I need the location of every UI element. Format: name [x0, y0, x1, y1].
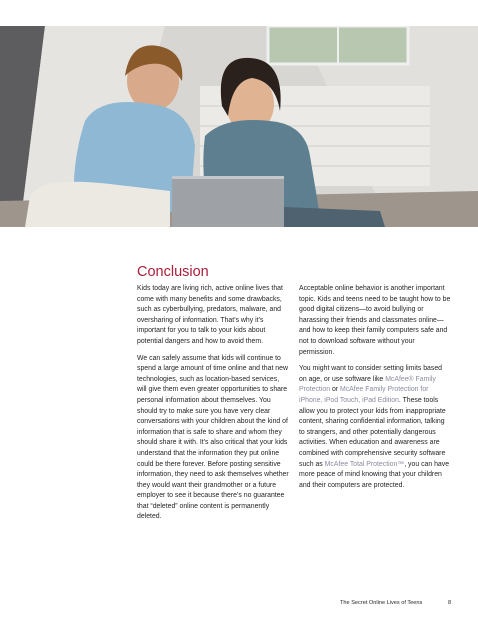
right-column — [299, 284, 451, 497]
two-teens-laptop-illustration — [0, 26, 478, 227]
text-run: . These tools allow you to protect your kids from inappropriate content, sharing confidential information, talking to strangers, and other potentially dangerous activities. When education and awareness are combined with comprehensive security software such as — [299, 396, 446, 468]
footer-doc-title: The Secret Online Lives of Teens — [340, 600, 423, 606]
total-protection-link[interactable]: McAfee Total Protection™ — [324, 460, 405, 468]
section-heading: Conclusion — [137, 264, 209, 280]
hero-photo — [0, 26, 478, 227]
paragraph: Kids today are living rich, active online lives that come with many benefits and some drawbacks, such as cyberbullying, predators, malware, and oversharing of information. That’s why it’s important for you to talk to your kids about potential dangers and how to avoid them. — [137, 285, 283, 345]
text-run: , you can have more peace of mind knowing that your children and their computers are protected. — [299, 460, 450, 489]
left-column — [137, 284, 289, 529]
family-protection-iphone-link[interactable]: McAfee Family Protection for iPhone, iPod Touch, iPad Edition — [299, 386, 429, 404]
text-run: You might want to consider setting limits based on age, or use software like — [299, 365, 442, 383]
paragraph: Acceptable online behavior is another important topic. Kids and teens need to be taught how to be good digital citizens—to avoid bullying or harassing their friends and classmates online—and how to keep their family computers safe and not to download software without your permission. — [299, 285, 451, 356]
text-run: or — [330, 386, 340, 394]
family-protection-link[interactable]: McAfee® Family Protection — [299, 375, 436, 394]
paragraph: We can safely assume that kids will continue to spend a large amount of time online and that new technologies, such as location-based services, will give them even greater opportunities to share personal information about themselves. You should try to make sure you have very clear conversations with your children about the kind of information that is safe to share and whom they should share it with. It’s also critical that your kids understand that the information they put online could be there forever. Before posting sensitive information, they need to ask themselves whether they would want their grandmother or a future employer to see it because there’s no guarantee that “deleted” online content is permanently deleted. — [137, 354, 289, 521]
page-number: 8 — [448, 600, 452, 606]
paragraph — [299, 364, 451, 491]
